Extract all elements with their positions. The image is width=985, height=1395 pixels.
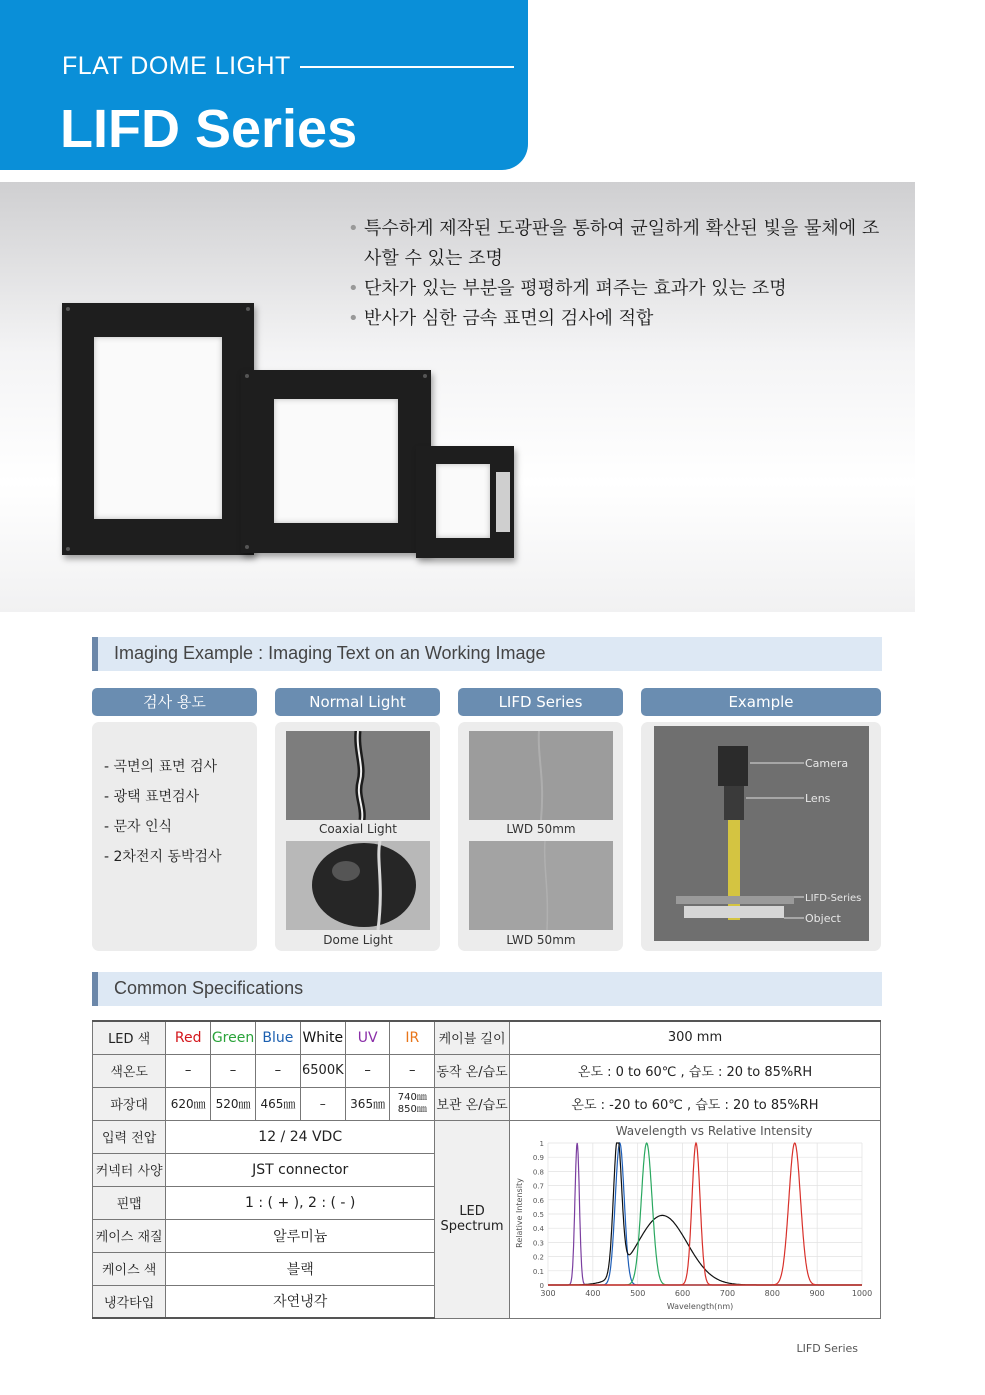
spectrum-label-2: Spectrum <box>440 1219 504 1234</box>
y-tick-label: 0.6 <box>532 1196 544 1205</box>
feature-item: • 반사가 심한 금속 표면의 검사에 적합 <box>348 304 893 334</box>
spectrum-chart-cell <box>510 1120 881 1318</box>
col-head-lifd: LIFD Series <box>458 688 623 716</box>
table-row <box>93 1120 881 1153</box>
spectrum-chart <box>510 1121 880 1317</box>
color-temp-value: – <box>390 1054 435 1087</box>
table-row <box>93 1054 881 1087</box>
x-tick-label: 400 <box>585 1289 601 1298</box>
color-temp-value: 6500K <box>300 1054 345 1087</box>
chart-ylabel: Relative Intensity <box>515 1178 524 1248</box>
feature-item: • 특수하게 제작된 도광판을 통하여 균일하게 확산된 빛을 물체에 조사할 수 있는 조명 <box>348 214 893 274</box>
frame-label-plate <box>496 472 510 532</box>
product-frame-large <box>62 303 254 555</box>
coaxial-light-image <box>286 731 430 820</box>
y-tick-label: 0.5 <box>532 1211 544 1219</box>
connector-label: 커넥터 사양 <box>93 1153 166 1186</box>
chart-title: Wavelength vs Relative Intensity <box>615 1124 813 1138</box>
y-tick-label: 0.4 <box>532 1225 544 1234</box>
y-tick-label: 0.8 <box>532 1168 544 1177</box>
color-blue: Blue <box>256 1021 301 1054</box>
feature-list <box>348 214 893 334</box>
spec-table <box>92 1020 881 1319</box>
wavelength-value: 620㎚ <box>166 1087 211 1120</box>
table-row <box>93 1021 881 1054</box>
frame-window <box>94 337 222 519</box>
y-tick-label: 0.1 <box>532 1267 544 1276</box>
operating-value: 온도 : 0 to 60℃ , 습도 : 20 to 85%RH <box>510 1054 881 1087</box>
color-green: Green <box>211 1021 256 1054</box>
header-banner <box>0 0 528 170</box>
color-temp-value: – <box>211 1054 256 1087</box>
col-head-normal: Normal Light <box>275 688 440 716</box>
x-tick-label: 300 <box>540 1289 556 1298</box>
use-item: - 문자 인식 <box>104 819 173 835</box>
spec-section-header <box>92 972 882 1006</box>
label-object: Object <box>805 912 841 925</box>
wavelength-value: 365㎚ <box>345 1087 390 1120</box>
frame-window <box>436 464 490 538</box>
wavelength-ir-1: 740㎚ <box>397 1091 427 1103</box>
series-title: LIFD Series <box>60 99 358 159</box>
case-color-label: 케이스 색 <box>93 1252 166 1285</box>
label-camera: Camera <box>805 757 849 770</box>
chart-xlabel: Wavelength(nm) <box>666 1302 734 1311</box>
color-white: White <box>300 1021 345 1054</box>
pinmap-value: 1 : ( + ), 2 : ( - ) <box>166 1186 435 1219</box>
lifd-image-2 <box>469 841 613 930</box>
input-label: 입력 전압 <box>93 1120 166 1153</box>
storage-label: 보관 온/습도 <box>435 1087 510 1120</box>
case-material-label: 케이스 재질 <box>93 1219 166 1252</box>
lifd-caption-2: LWD 50mm <box>506 933 576 947</box>
dome-light-image <box>286 841 430 930</box>
x-tick-label: 700 <box>719 1289 736 1298</box>
uses-list <box>104 752 222 872</box>
wavelength-value: – <box>300 1087 345 1120</box>
x-tick-label: 900 <box>809 1289 825 1298</box>
color-temp-value: – <box>345 1054 390 1087</box>
imaging-section-title: Imaging Example : Imaging Text on an Working Image <box>114 643 546 663</box>
wavelength-value: 465㎚ <box>256 1087 301 1120</box>
col-head-example: Example <box>641 688 881 716</box>
example-setup-diagram <box>654 726 869 941</box>
x-tick-label: 1000 <box>851 1289 873 1298</box>
table-row <box>93 1087 881 1120</box>
cable-label: 케이블 길이 <box>435 1021 510 1054</box>
color-temp-value: – <box>256 1054 301 1087</box>
color-red: Red <box>166 1021 211 1054</box>
operating-label: 동작 온/습도 <box>435 1054 510 1087</box>
title-rule <box>300 66 514 68</box>
cooling-label: 냉각타입 <box>93 1285 166 1318</box>
col-head-uses: 검사 용도 <box>92 688 257 716</box>
wavelength-value: 520㎚ <box>211 1087 256 1120</box>
color-ir: IR <box>390 1021 435 1054</box>
color-temp-value: – <box>166 1054 211 1087</box>
label-lens: Lens <box>805 792 831 805</box>
y-tick-label: 0 <box>539 1282 544 1290</box>
y-tick-label: 0.9 <box>532 1154 544 1163</box>
connector-value: JST connector <box>166 1153 435 1186</box>
spectrum-label <box>435 1120 510 1318</box>
spec-section-title: Common Specifications <box>114 978 304 998</box>
y-tick-label: 0.3 <box>532 1239 544 1248</box>
imaging-section-header <box>92 637 882 671</box>
color-temp-label: 색온도 <box>93 1054 166 1087</box>
product-frame-medium <box>241 370 431 553</box>
use-item: - 2차전지 동박검사 <box>104 849 222 865</box>
y-tick-label: 0.7 <box>532 1182 544 1191</box>
frame-window <box>274 399 398 523</box>
use-item: - 광택 표면검사 <box>104 789 200 805</box>
input-value: 12 / 24 VDC <box>166 1120 435 1153</box>
dome-caption: Dome Light <box>323 933 393 947</box>
wavelength-ir <box>390 1087 435 1120</box>
label-lifd: LIFD-Series <box>805 893 862 904</box>
coaxial-caption: Coaxial Light <box>319 822 397 836</box>
wavelength-ir-2: 850㎚ <box>397 1103 427 1115</box>
case-material-value: 알루미늄 <box>166 1219 435 1252</box>
product-frame-small <box>416 446 514 558</box>
footer-label: LIFD Series <box>796 1342 858 1355</box>
color-uv: UV <box>345 1021 390 1054</box>
category-title: FLAT DOME LIGHT <box>62 52 291 80</box>
led-color-label: LED 색 <box>93 1021 166 1054</box>
lifd-image-1 <box>469 731 613 820</box>
use-item: - 곡면의 표면 검사 <box>104 759 218 775</box>
wavelength-label: 파장대 <box>93 1087 166 1120</box>
y-tick-label: 0.2 <box>532 1253 544 1262</box>
pinmap-label: 핀맵 <box>93 1186 166 1219</box>
cable-value: 300 mm <box>510 1021 881 1054</box>
x-tick-label: 600 <box>674 1289 691 1298</box>
case-color-value: 블랙 <box>166 1252 435 1285</box>
lifd-caption-1: LWD 50mm <box>506 822 576 836</box>
x-tick-label: 500 <box>630 1289 646 1298</box>
cooling-value: 자연냉각 <box>166 1285 435 1318</box>
storage-value: 온도 : -20 to 60℃ , 습도 : 20 to 85%RH <box>510 1087 881 1120</box>
y-tick-label: 1 <box>539 1140 544 1148</box>
x-tick-label: 800 <box>764 1289 780 1298</box>
spectrum-label-1: LED <box>459 1204 485 1219</box>
feature-item: • 단차가 있는 부분을 평평하게 펴주는 효과가 있는 조명 <box>348 274 893 304</box>
